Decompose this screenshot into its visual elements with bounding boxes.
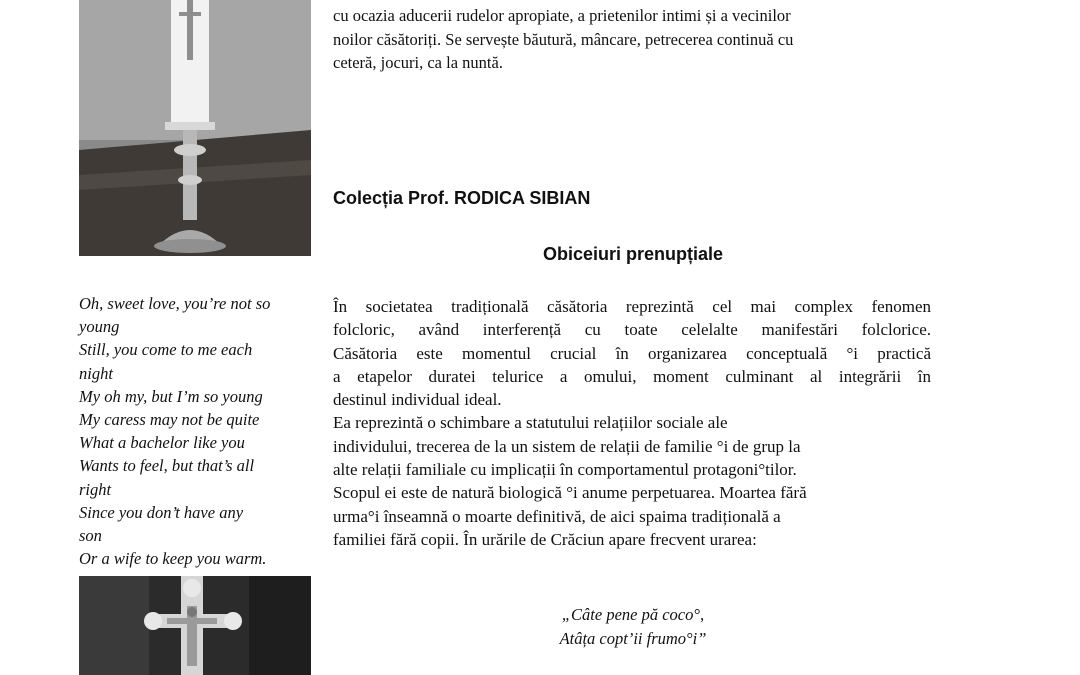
poem (79, 292, 315, 570)
body-line: În societatea tradițională căsătoria reprezintă cel mai complex fenomen (333, 297, 931, 316)
body-line: familiei fără copii. În urările de Crăciun apare frecvent urarea: (333, 529, 757, 549)
body-text (333, 295, 931, 551)
poem-line: Or a wife to keep you warm. (79, 549, 267, 569)
poem-line: Wants to feel, but that’s all (79, 456, 255, 476)
poem-line: young (79, 317, 120, 337)
poem-line: son (79, 526, 102, 546)
candle-crucifix-photo (79, 0, 311, 256)
body-line: a etapelor duratei telurice a omului, moment culminant al integrării în (333, 366, 931, 386)
body-line: Scopul ei este de natură biologică °i anume perpetuarea. Moartea fără (333, 483, 807, 503)
poem-line: My oh my, but I’m so young (79, 386, 263, 406)
ornate-crucifix-photo (79, 576, 311, 675)
intro-line: cu ocazia aducerii rudelor apropiate, a prietenilor intimi și a vecinilor (333, 6, 791, 25)
body-line: Căsătoria este momentul crucial în organizarea conceptuală °i practică (333, 343, 931, 363)
quote (333, 603, 933, 650)
poem-line: Since you don’t have any (79, 502, 244, 522)
body-line: individului, trecerea de la un sistem de relații de familie °i de grup la (333, 436, 801, 456)
poem-line: night (79, 363, 113, 383)
body-line: urma°i înseamnă o moarte definitivă, de aici spaima tradițională a (333, 506, 781, 526)
quote-line: Atâța copt’ii frumo°i” (559, 628, 707, 648)
poem-line: Still, you come to me each (79, 340, 253, 360)
body-line: alte relații familiale cu implicații în comportamentul protagoni°tilor. (333, 460, 797, 480)
body-line: folcloric, având interferență cu toate celelalte manifestări folclorice. (333, 320, 931, 340)
body-line: Ea reprezintă o schimbare a statutului relațiilor sociale ale (333, 413, 728, 433)
intro-text (333, 4, 933, 75)
quote-line: „Câte pene pă coco°, (561, 605, 705, 624)
poem-line: My caress may not be quite (79, 410, 260, 430)
poem-line: What a bachelor like you (79, 433, 245, 453)
intro-line: noilor căsătoriți. Se servește băutură, mâncare, petrecerea continuă cu (333, 29, 794, 49)
poem-line: right (79, 479, 112, 499)
collection-heading: Colecția Prof. RODICA SIBIAN (333, 188, 591, 208)
poem-line: Oh, sweet love, you’re not so (79, 294, 271, 313)
intro-line: ceteră, jocuri, ca la nuntă. (333, 53, 503, 72)
body-line: destinul individual ideal. (333, 390, 502, 410)
section-title: Obiceiuri prenupțiale (542, 244, 724, 264)
